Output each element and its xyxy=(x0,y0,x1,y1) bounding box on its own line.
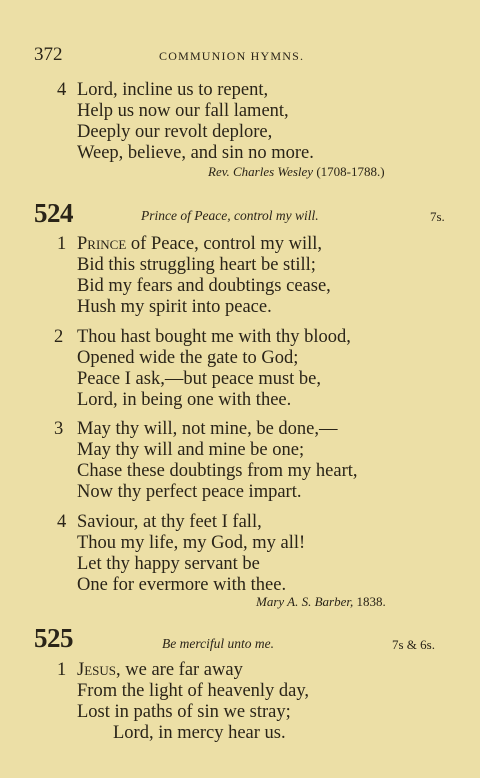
author-name: Mary A. S. Barber, xyxy=(256,594,354,609)
initial-word: Prince xyxy=(77,234,127,254)
page-number: 372 xyxy=(34,44,63,65)
verse-line: Opened wide the gate to God; xyxy=(77,348,299,368)
hymn-attribution xyxy=(208,164,385,180)
running-title: COMMUNION HYMNS. xyxy=(159,49,305,63)
running-head xyxy=(34,44,444,64)
verse-line: Bid my fears and doubtings cease, xyxy=(77,276,331,296)
verse-line: May thy will, not mine, be done,— xyxy=(77,419,338,439)
verse-line: Jesus, we are far away xyxy=(77,660,243,680)
verse-line: Saviour, at thy feet I fall, xyxy=(77,512,262,532)
verse-number: 1 xyxy=(57,660,67,680)
verse-line: Lord, in being one with thee. xyxy=(77,390,292,410)
verse-line: Peace I ask,—but peace must be, xyxy=(77,369,322,389)
verse-line: One for evermore with thee. xyxy=(77,575,287,595)
verse-line: Weep, believe, and sin no more. xyxy=(77,143,314,163)
hymn-attribution xyxy=(256,594,386,610)
verse-line: Deeply our revolt deplore, xyxy=(77,122,273,142)
verse-line: Now thy perfect peace impart. xyxy=(77,482,302,502)
author-dates: 1838. xyxy=(356,594,386,609)
verse-line: Let thy happy servant be xyxy=(77,554,260,574)
hymn-title: Be merciful unto me. xyxy=(162,636,274,651)
author-dates: (1708-1788.) xyxy=(316,164,385,179)
verse-line: Prince of Peace, control my will, xyxy=(77,234,323,254)
verse-line: Lord, incline us to repent, xyxy=(77,80,269,100)
hymn-title: Prince of Peace, control my will. xyxy=(141,208,319,223)
verse-line: Help us now our fall lament, xyxy=(77,101,289,121)
author-name: Rev. Charles Wesley xyxy=(208,164,314,179)
verse-number: 2 xyxy=(54,327,64,347)
verse-line: Lost in paths of sin we stray; xyxy=(77,702,291,722)
verse-line: Bid this struggling heart be still; xyxy=(77,255,316,275)
initial-word: Jesus xyxy=(77,660,116,680)
hymn-meter: 7s. xyxy=(430,209,445,224)
verse-line: Thou hast bought me with thy blood, xyxy=(77,327,351,347)
hymn-number: 525 xyxy=(34,623,73,653)
verse-line: From the light of heavenly day, xyxy=(77,681,310,701)
verse-line: Thou my life, my God, my all! xyxy=(77,533,306,553)
verse-line: Hush my spirit into peace. xyxy=(77,297,272,317)
verse-number: 4 xyxy=(57,512,67,532)
verse-line: Lord, in mercy hear us. xyxy=(113,723,286,743)
verse-line: May thy will and mine be one; xyxy=(77,440,305,460)
hymn-meter: 7s & 6s. xyxy=(392,637,435,652)
verse-number: 1 xyxy=(57,234,67,254)
hymn-number: 524 xyxy=(34,198,73,228)
verse-number: 3 xyxy=(54,419,64,439)
verse-line: Chase these doubtings from my heart, xyxy=(77,461,358,481)
verse-number: 4 xyxy=(57,80,67,100)
